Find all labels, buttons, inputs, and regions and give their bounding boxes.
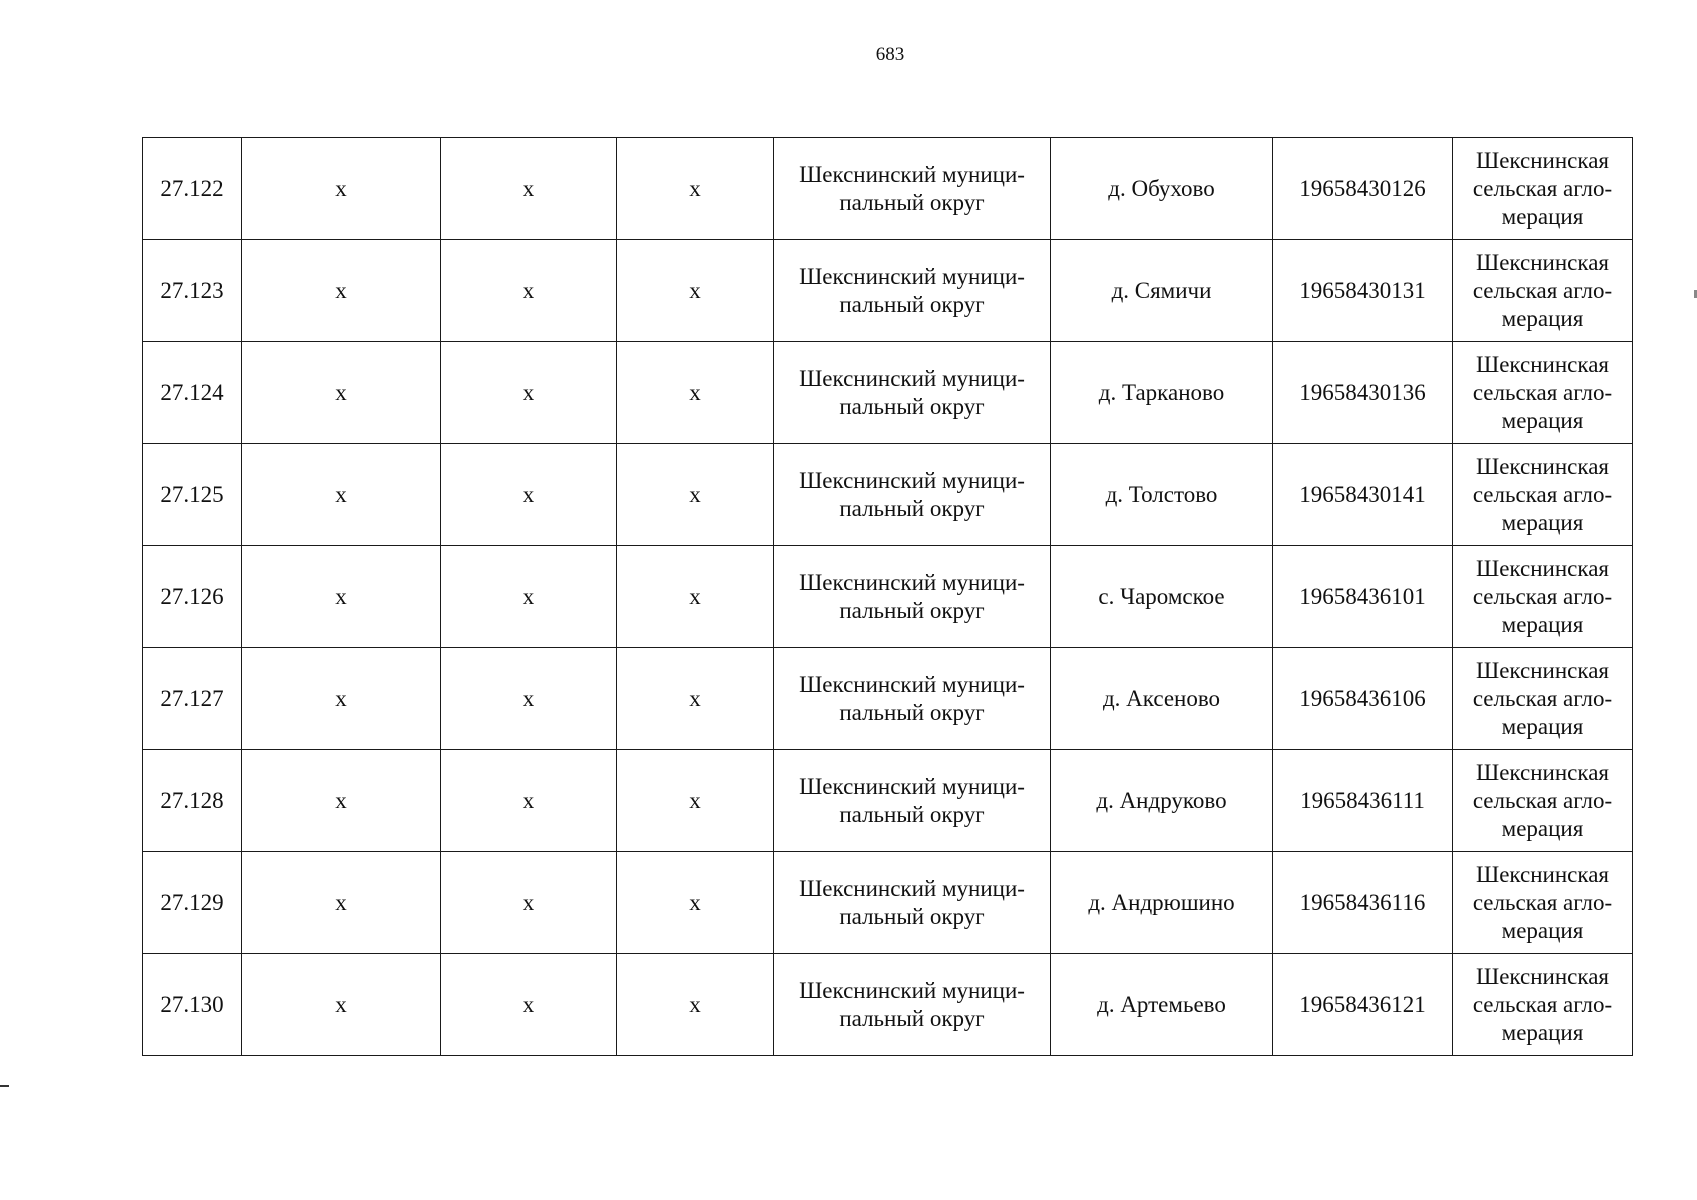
margin-mark [0,1085,9,1087]
x-cell-col2: x [242,852,441,954]
x-cell-col3: x [441,342,617,444]
settlement-cell: д. Толстово [1051,444,1273,546]
x-cell-col3: x [441,648,617,750]
x-cell-col4: x [617,954,774,1056]
page-number: 683 [875,44,905,65]
row-number-cell: 27.126 [143,546,242,648]
agglomeration-cell: Шекснинская сельская агло- мерация [1453,954,1633,1056]
x-cell-col2: x [242,546,441,648]
table-row [143,444,1633,546]
x-cell-col4: x [617,444,774,546]
x-cell-col2: x [242,954,441,1056]
x-cell-col3: x [441,444,617,546]
agglomeration-cell: Шекснинская сельская агло- мерация [1453,546,1633,648]
row-number-cell: 27.130 [143,954,242,1056]
district-cell: Шекснинский муници- пальный округ [774,444,1051,546]
x-cell-col2: x [242,444,441,546]
oktmo-code-cell: 19658436106 [1273,648,1453,750]
settlement-cell: д. Андруково [1051,750,1273,852]
table-row [143,342,1633,444]
table-row [143,240,1633,342]
oktmo-code-cell: 19658436121 [1273,954,1453,1056]
x-cell-col2: x [242,648,441,750]
settlement-cell: д. Тарканово [1051,342,1273,444]
x-cell-col4: x [617,852,774,954]
district-cell: Шекснинский муници- пальный округ [774,852,1051,954]
agglomeration-cell: Шекснинская сельская агло- мерация [1453,342,1633,444]
table-row [143,546,1633,648]
row-number-cell: 27.128 [143,750,242,852]
settlement-cell: д. Обухово [1051,138,1273,240]
agglomeration-cell: Шекснинская сельская агло- мерация [1453,240,1633,342]
district-cell: Шекснинский муници- пальный округ [774,240,1051,342]
x-cell-col2: x [242,342,441,444]
settlement-cell: д. Аксеново [1051,648,1273,750]
table-body [143,138,1633,1056]
x-cell-col4: x [617,240,774,342]
settlement-cell: д. Сямичи [1051,240,1273,342]
row-number-cell: 27.123 [143,240,242,342]
x-cell-col2: x [242,750,441,852]
oktmo-code-cell: 19658430141 [1273,444,1453,546]
oktmo-code-cell: 19658430131 [1273,240,1453,342]
agglomeration-cell: Шекснинская сельская агло- мерация [1453,648,1633,750]
agglomeration-cell: Шекснинская сельская агло- мерация [1453,852,1633,954]
agglomeration-cell: Шекснинская сельская агло- мерация [1453,444,1633,546]
x-cell-col2: x [242,138,441,240]
row-number-cell: 27.127 [143,648,242,750]
row-number-cell: 27.124 [143,342,242,444]
district-cell: Шекснинский муници- пальный округ [774,546,1051,648]
row-number-cell: 27.125 [143,444,242,546]
oktmo-code-cell: 19658430126 [1273,138,1453,240]
x-cell-col3: x [441,240,617,342]
district-cell: Шекснинский муници- пальный округ [774,750,1051,852]
x-cell-col3: x [441,750,617,852]
table-row [143,954,1633,1056]
oktmo-code-cell: 19658430136 [1273,342,1453,444]
oktmo-code-cell: 19658436101 [1273,546,1453,648]
oktmo-code-cell: 19658436111 [1273,750,1453,852]
table-row [143,648,1633,750]
x-cell-col4: x [617,138,774,240]
row-number-cell: 27.122 [143,138,242,240]
agglomeration-cell: Шекснинская сельская агло- мерация [1453,750,1633,852]
x-cell-col3: x [441,954,617,1056]
oktmo-code-cell: 19658436116 [1273,852,1453,954]
agglomeration-cell: Шекснинская сельская агло- мерация [1453,138,1633,240]
x-cell-col4: x [617,546,774,648]
x-cell-col4: x [617,750,774,852]
district-cell: Шекснинский муници- пальный округ [774,954,1051,1056]
x-cell-col3: x [441,138,617,240]
row-number-cell: 27.129 [143,852,242,954]
table-row [143,852,1633,954]
table-row [143,750,1633,852]
x-cell-col3: x [441,852,617,954]
district-cell: Шекснинский муници- пальный округ [774,138,1051,240]
x-cell-col4: x [617,648,774,750]
x-cell-col3: x [441,546,617,648]
settlement-cell: с. Чаромское [1051,546,1273,648]
settlements-table [142,137,1633,1056]
district-cell: Шекснинский муници- пальный округ [774,648,1051,750]
district-cell: Шекснинский муници- пальный округ [774,342,1051,444]
settlement-cell: д. Андрюшино [1051,852,1273,954]
table-row [143,138,1633,240]
x-cell-col4: x [617,342,774,444]
settlement-cell: д. Артемьево [1051,954,1273,1056]
x-cell-col2: x [242,240,441,342]
